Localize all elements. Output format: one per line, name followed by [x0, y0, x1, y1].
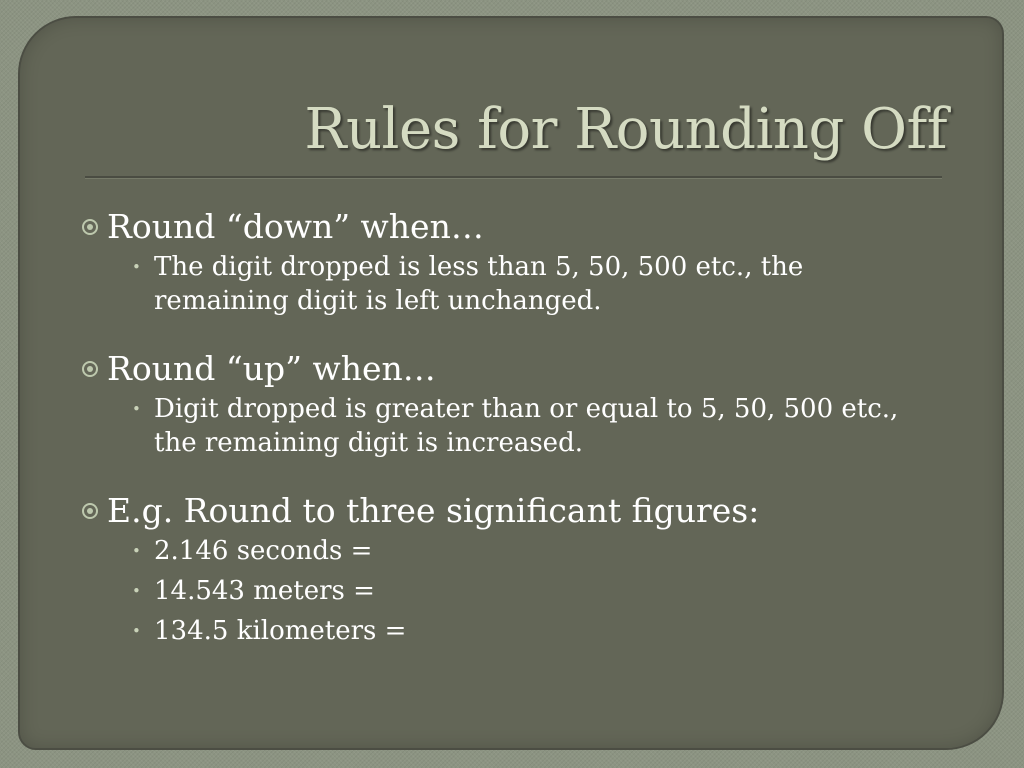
sub-bullet-list — [82, 250, 982, 318]
sub-bullet-item — [82, 250, 924, 318]
bullet-line — [82, 488, 982, 534]
bullet-text: E.g. Round to three significant figures: — [107, 491, 760, 530]
bullet-line — [82, 204, 982, 250]
sub-bullet-dot-icon: • — [132, 400, 141, 418]
sub-bullet-text: 2.146 seconds = — [154, 536, 373, 566]
sub-bullet-dot-icon: • — [132, 622, 141, 640]
bullet-example — [82, 488, 982, 648]
bullet-text: Round “up” when… — [107, 349, 436, 388]
sub-bullet-text: Digit dropped is greater than or equal to 5, 50, 500 etc., the remaining digit is increased. — [154, 394, 899, 458]
bullet-round-down — [82, 204, 982, 318]
bullet-text: Round “down” when… — [107, 207, 484, 246]
sub-bullet-dot-icon: • — [132, 542, 141, 560]
sub-bullet-list — [82, 534, 982, 648]
target-bullet-icon — [82, 503, 98, 519]
sub-bullet-item — [82, 534, 982, 568]
sub-bullet-text: 134.5 kilometers = — [154, 616, 407, 646]
slide-content — [82, 204, 982, 648]
sub-bullet-item — [82, 574, 982, 608]
target-bullet-icon — [82, 361, 98, 377]
target-bullet-icon — [82, 219, 98, 235]
sub-bullet-dot-icon: • — [132, 258, 141, 276]
sub-bullet-item — [82, 614, 982, 648]
sub-bullet-item — [82, 392, 934, 460]
bullet-line — [82, 346, 982, 392]
slide-title: Rules for Rounding Off — [304, 97, 947, 162]
sub-bullet-dot-icon: • — [132, 582, 141, 600]
sub-bullet-text: The digit dropped is less than 5, 50, 500 etc., the remaining digit is left unchanged. — [154, 252, 804, 316]
title-divider — [85, 176, 942, 179]
sub-bullet-list — [82, 392, 982, 460]
slide-panel — [18, 16, 1004, 750]
bullet-round-up — [82, 346, 982, 460]
sub-bullet-text: 14.543 meters = — [154, 576, 375, 606]
